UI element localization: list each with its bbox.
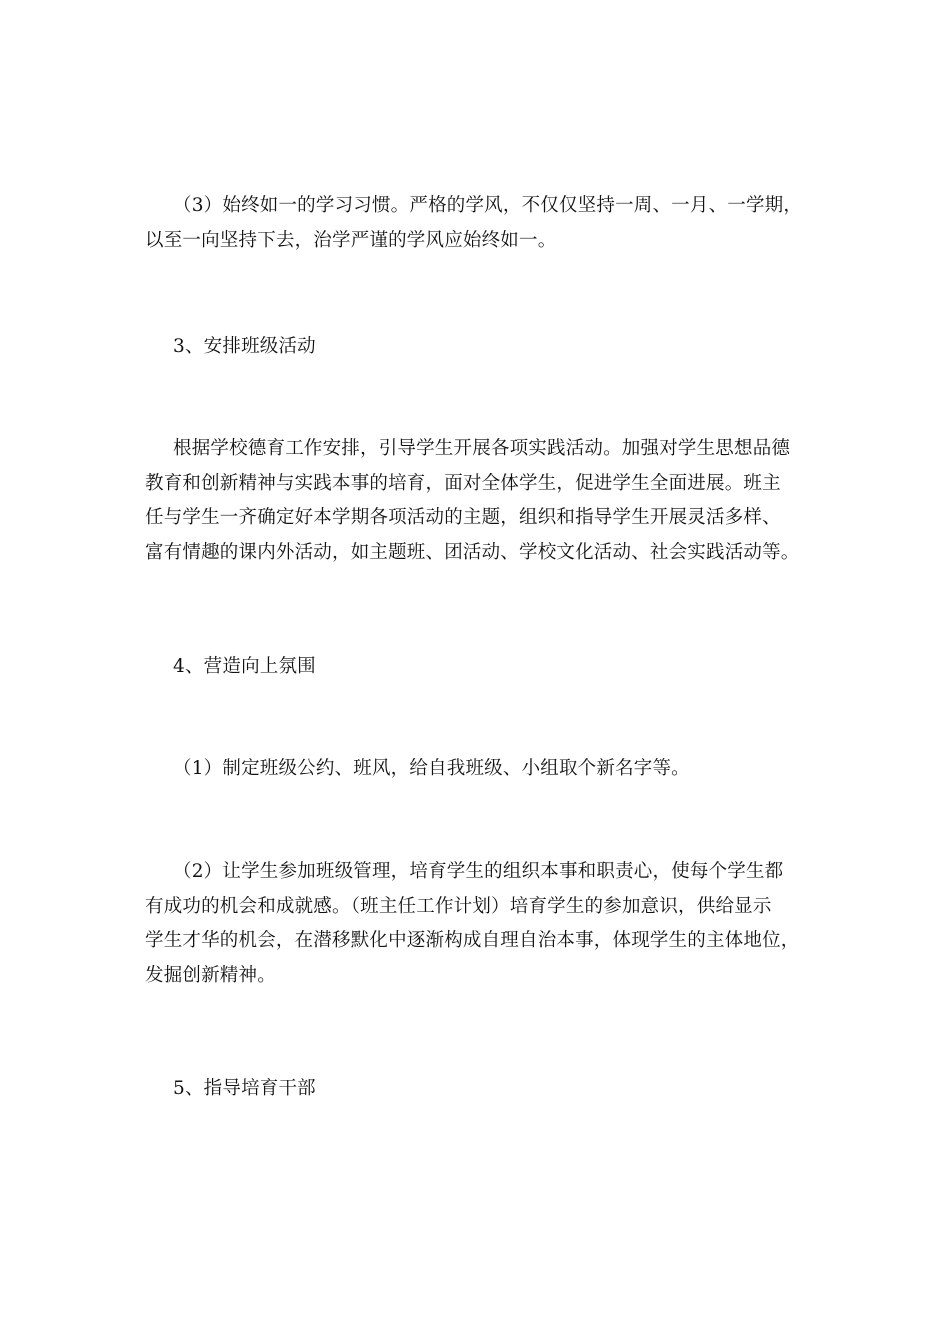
text-line: 富有情趣的课内外活动，如主题班、团活动、学校文化活动、社会实践活动等。 (145, 541, 800, 563)
text-line: 任与学生一齐确定好本学期各项活动的主题，组织和指导学生开展灵活多样、 (145, 507, 781, 528)
text-line: 发掘创新精神。 (145, 964, 276, 986)
section-heading-atmosphere (145, 650, 815, 685)
text-line: （2）让学生参加班级管理，培育学生的组织本事和职责心，使每个学生都 (173, 861, 784, 882)
paragraph-study-habit (145, 189, 815, 258)
heading-text: 3、安排班级活动 (173, 336, 316, 357)
text-line: 有成功的机会和成就感。（班主任工作计划）培育学生的参加意识，供给显示 (145, 895, 772, 917)
text-line: （3）始终如一的学习习惯。严格的学风，不仅仅坚持一周、一月、一学期， (173, 195, 803, 216)
heading-text: 5、指导培育干部 (173, 1078, 316, 1099)
paragraph-participation (145, 855, 815, 993)
text-line: 根据学校德育工作安排，引导学生开展各项实践活动。加强对学生思想品德 (173, 438, 791, 459)
text-line: 以至一向坚持下去，治学严谨的学风应始终如一。 (145, 229, 557, 251)
section-heading-class-activities (145, 330, 815, 365)
text-line: 教育和创新精神与实践本事的培育，面对全体学生，促进学生全面进展。班主 (145, 472, 781, 494)
paragraph-class-rules (145, 752, 815, 787)
heading-text: 4、营造向上氛围 (173, 656, 316, 677)
text-line: 学生才华的机会，在潜移默化中逐渐构成自理自治本事，体现学生的主体地位， (145, 930, 800, 951)
paragraph-activities (145, 432, 815, 570)
text-line: （1）制定班级公约、班风，给自我班级、小组取个新名字等。 (173, 758, 690, 779)
section-heading-cadres (145, 1072, 815, 1107)
